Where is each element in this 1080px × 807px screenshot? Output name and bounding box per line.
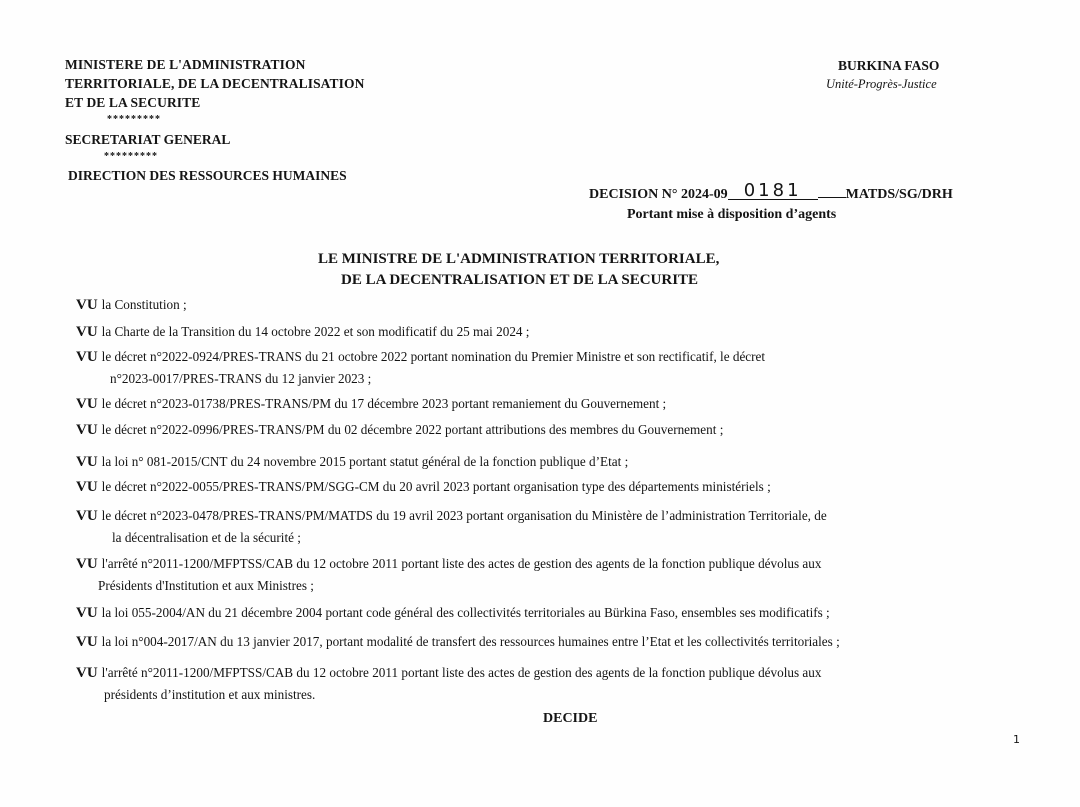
vu-keyword: VU — [76, 349, 98, 365]
ministry-line-2: TERRITORIALE, DE LA DECENTRALISATION — [65, 76, 365, 91]
vu-keyword: VU — [76, 605, 98, 621]
secretariat-general: SECRETARIAT GENERAL — [65, 132, 231, 147]
ministry-line-1: MINISTERE DE L'ADMINISTRATION — [65, 57, 306, 72]
vu-keyword: VU — [76, 297, 98, 313]
vu-item — [76, 346, 765, 389]
decision-underline — [818, 197, 846, 198]
vu-item — [76, 476, 771, 498]
decision-number-handwritten: 0181 — [728, 183, 818, 200]
decision-suffix: MATDS/SG/DRH — [845, 187, 953, 202]
vu-continuation: n°2023-0017/PRES-TRANS du 12 janvier 2023 ; — [110, 371, 372, 386]
vu-text: le décret n°2022-0055/PRES-TRANS/PM/SGG-CM du 20 avril 2023 portant organisation type des départements ministériels ; — [101, 479, 771, 494]
decide-heading: DECIDE — [543, 711, 598, 726]
direction-name: DIRECTION DES RESSOURCES HUMAINES — [68, 168, 347, 183]
page-number: 1 — [1013, 733, 1020, 746]
minister-title-line-1: LE MINISTRE DE L'ADMINISTRATION TERRITORIALE, — [318, 251, 720, 267]
vu-keyword: VU — [76, 454, 98, 470]
vu-keyword: VU — [76, 665, 98, 681]
vu-text: la loi n° 081-2015/CNT du 24 novembre 2015 portant statut général de la fonction publique d’Etat ; — [101, 454, 629, 469]
separator-stars-2: ********* — [104, 151, 158, 162]
vu-continuation: présidents d’institution et aux ministres. — [104, 687, 316, 702]
ministry-line-3: ET DE LA SECURITE — [65, 95, 201, 110]
vu-keyword: VU — [76, 422, 98, 438]
vu-item — [76, 419, 723, 441]
vu-keyword: VU — [76, 396, 98, 412]
vu-item — [76, 553, 821, 596]
vu-text: l'arrêté n°2011-1200/MFPTSS/CAB du 12 octobre 2011 portant liste des actes de gestion des agents de la fonction publique dévolus aux — [101, 665, 822, 680]
vu-continuation: la décentralisation et de la sécurité ; — [112, 530, 301, 545]
vu-keyword: VU — [76, 324, 98, 340]
vu-text: la Constitution ; — [101, 297, 187, 312]
vu-text: la loi n°004-2017/AN du 13 janvier 2017, portant modalité de transfert des ressources humaines entre l’Etat et les collectivités territoriales ; — [101, 634, 840, 649]
separator-stars: ********* — [107, 114, 161, 125]
vu-item — [76, 631, 840, 653]
ministry-name — [65, 55, 364, 112]
vu-keyword: VU — [76, 508, 98, 524]
vu-text: le décret n°2022-0924/PRES-TRANS du 21 octobre 2022 portant nomination du Premier Ministre et son rectificatif, le décret — [101, 349, 766, 364]
vu-item — [76, 602, 830, 624]
vu-item — [76, 451, 628, 473]
vu-text: la Charte de la Transition du 14 octobre 2022 et son modificatif du 25 mai 2024 ; — [101, 324, 530, 339]
minister-title-line-2: DE LA DECENTRALISATION ET DE LA SECURITE — [341, 272, 699, 288]
vu-item — [76, 393, 666, 415]
vu-text: le décret n°2023-0478/PRES-TRANS/PM/MATDS du 19 avril 2023 portant organisation du Ministère de l’administration Territoriale, de — [101, 508, 827, 523]
vu-keyword: VU — [76, 556, 98, 572]
vu-item — [76, 321, 529, 343]
vu-text: la loi 055-2004/AN du 21 décembre 2004 portant code général des collectivités territoriales au Bürkina Faso, ensembles ses modificatifs ; — [101, 605, 830, 620]
vu-text: l'arrêté n°2011-1200/MFPTSS/CAB du 12 octobre 2011 portant liste des actes de gestion des agents de la fonction publique dévolus aux — [101, 556, 822, 571]
country-motto: Unité-Progrès-Justice — [826, 77, 937, 91]
vu-item — [76, 294, 187, 316]
vu-text: le décret n°2022-0996/PRES-TRANS/PM du 02 décembre 2022 portant attributions des membres du Gouvernement ; — [101, 422, 724, 437]
vu-text: le décret n°2023-01738/PRES-TRANS/PM du 17 décembre 2023 portant remaniement du Gouvernement ; — [101, 396, 667, 411]
vu-keyword: VU — [76, 479, 98, 495]
vu-item — [76, 662, 821, 705]
decision-subject: Portant mise à disposition d’agents — [627, 207, 837, 222]
vu-keyword: VU — [76, 634, 98, 650]
country-name: BURKINA FASO — [838, 58, 940, 73]
decision-reference — [589, 180, 953, 203]
vu-continuation: Présidents d'Institution et aux Ministres ; — [98, 578, 314, 593]
vu-item — [76, 505, 827, 548]
decision-prefix: DECISION N° 2024-09 — [589, 187, 728, 202]
